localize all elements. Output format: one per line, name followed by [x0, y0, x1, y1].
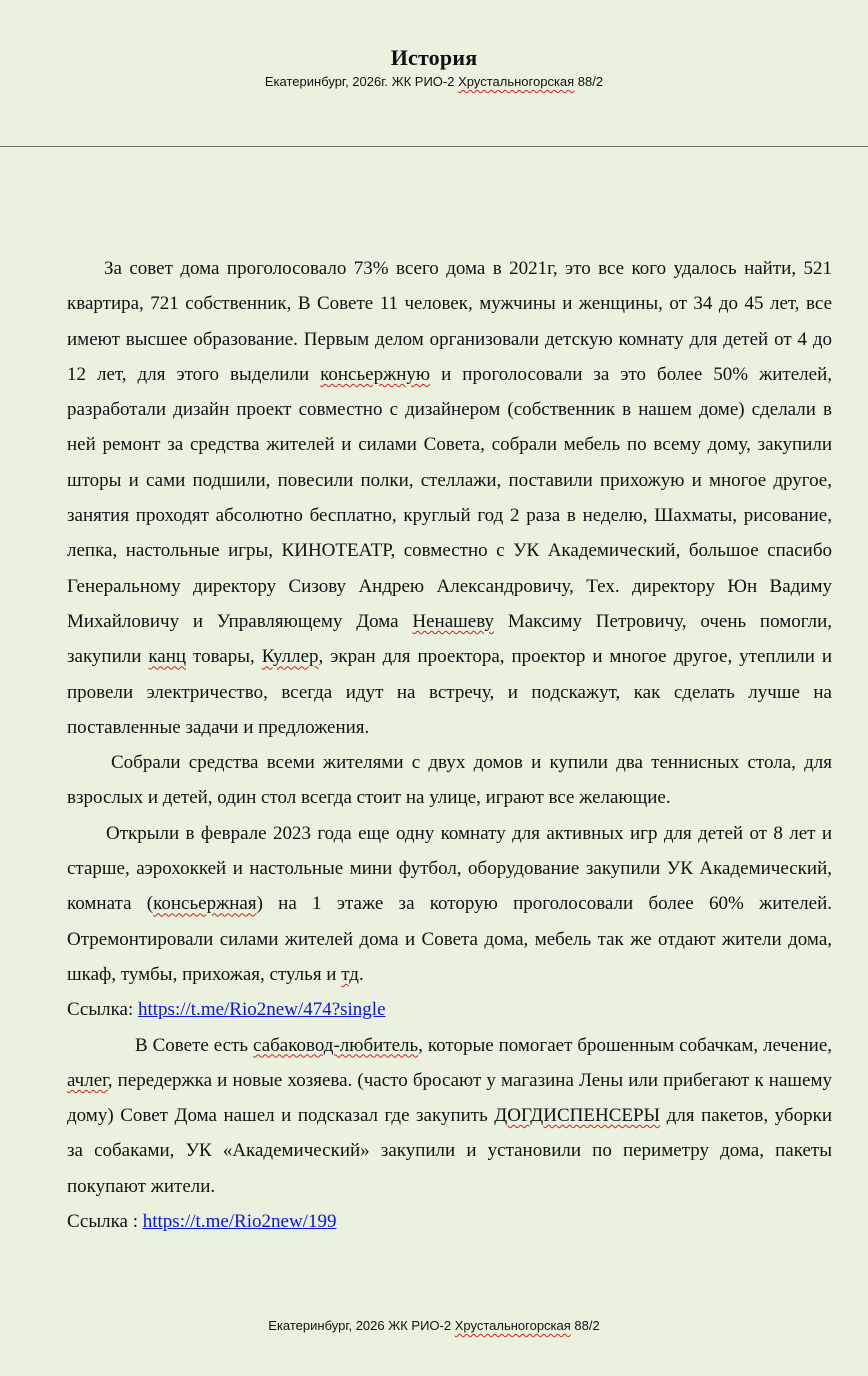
document-body — [67, 251, 832, 1239]
text-run: , передержка и новые хозяева. (часто бросают у магазина Лены или прибегают к нашему дому) Совет Дома нашел и подсказал где закупить — [67, 1069, 832, 1127]
text-run: , которые помогает брошенным собачкам, лечение, — [418, 1034, 833, 1056]
link-line-2 — [67, 1204, 832, 1239]
spellcheck-word: ДОГДИСПЕНСЕРЫ — [494, 1105, 661, 1127]
footer-building-number: 88/2 — [570, 1318, 600, 1333]
header-street-name: Хрустальногорская — [458, 74, 575, 89]
header-divider — [0, 146, 868, 147]
footer-street-name: Хрустальногорская — [454, 1318, 571, 1333]
page-title: История — [390, 45, 478, 70]
paragraph-council — [67, 251, 832, 745]
text-run: Максиму Петровичу, очень помогли, закупили — [67, 610, 832, 668]
page-header — [0, 44, 868, 91]
link-line-1 — [67, 992, 832, 1027]
spellcheck-word: канц — [148, 646, 187, 668]
spellcheck-word: Ненашеву — [412, 610, 495, 632]
spellcheck-word: Куллер — [261, 646, 319, 668]
text-run: За совет дома проголосовало 73% всего дома в 2021г, это все кого удалось найти, 521 квартира, 721 собственник, В Совете 11 человек, мужчины и женщины, от 34 до 45 лет, все имеют высшее образование. Первым делом организовали детскую комнату для детей от 4 до 12 лет, для этого выделили — [67, 258, 832, 385]
paragraph-tennis: Собрали средства всеми жителями с двух домов и купили два теннисных стола, для взрослых и детей, один стол всегда стоит на улице, играют все желающие. — [67, 752, 832, 809]
text-run: Открыли в феврале 2023 года еще одну комнату для активных игр для детей от 8 лет и старше, аэрохоккей и настольные мини футбол, оборудование закупили УК Академический, комната ( — [67, 822, 832, 915]
text-run: В Совете есть — [135, 1034, 254, 1056]
telegram-link-199[interactable]: https://t.me/Rio2new/199 — [142, 1211, 337, 1233]
telegram-link-474[interactable]: https://t.me/Rio2new/474?single — [138, 999, 386, 1021]
text-run: . — [358, 963, 364, 985]
link-label: Ссылка : — [67, 1211, 143, 1233]
link-label: Ссылка: — [67, 999, 138, 1021]
footer-text: Екатеринбург, 2026 ЖК РИО-2 — [268, 1318, 455, 1333]
text-run: для пакетов, уборки за собаками, УК «Академический» закупили и установили по периметру дома, пакеты покупают жители. — [67, 1105, 833, 1197]
spellcheck-word: сабаковод-любитель — [253, 1034, 419, 1056]
spellcheck-word: тд — [341, 963, 359, 985]
paragraph-game-room — [67, 816, 832, 992]
spellcheck-word: консьержная — [153, 893, 257, 915]
spellcheck-word: ачлег — [67, 1069, 108, 1091]
paragraph-dog-lover — [67, 1028, 832, 1204]
header-subtitle-text: Екатеринбург, 2026г. ЖК РИО-2 — [264, 74, 459, 89]
header-subtitle — [0, 73, 868, 91]
text-run: , экран для проектора, проектор и многое другое, утеплили и провели электричество, всегда идут на встречу, и подскажут, как сделать лучше на поставленные задачи и предложения. — [67, 646, 832, 738]
text-run: ) на 1 этаже за которую проголосовали более 60% жителей. Отремонтировали силами жителей дома и Совета дома, мебель так же отдают жители дома, шкаф, тумбы, прихожая, стулья и — [67, 893, 832, 985]
text-run: и проголосовали за это более 50% жителей, разработали дизайн проект совместно с дизайнером (собственник в нашем доме) сделали в ней ремонт за средства жителей и силами Совета, собрали мебель по всему дому, закупили шторы и сами подшили, повесили полки, стеллажи, поставили прихожую и многое другое, занятия проходят абсолютно бесплатно, круглый год 2 раза в неделю, Шахматы, рисование, лепка, настольные игры, КИНОТЕАТР, совместно с УК Академический, большое спасибо Генеральному директору Сизову Андрею Александровичу, Тех. директору Юн Вадиму Михайловичу и Управляющему Дома — [67, 363, 832, 632]
header-building-number: 88/2 — [574, 74, 604, 89]
spellcheck-word: консьержную — [320, 363, 431, 385]
text-run: товары, — [186, 646, 262, 668]
page-footer — [0, 1317, 868, 1335]
